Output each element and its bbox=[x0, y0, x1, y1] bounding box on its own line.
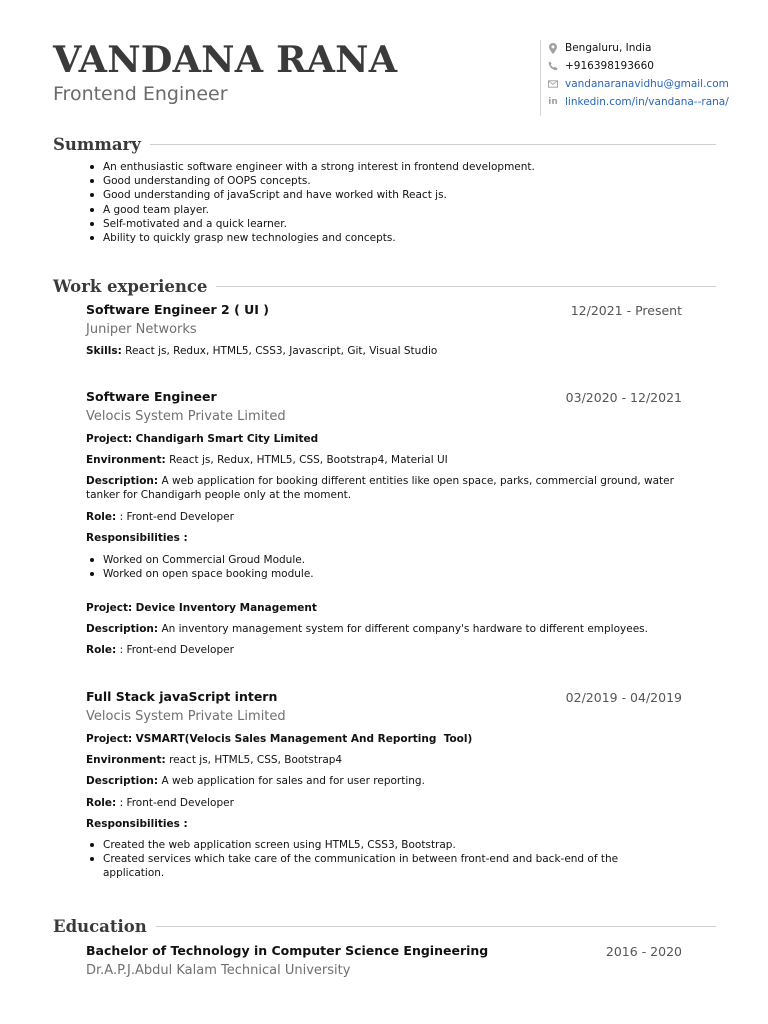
location-pin-icon bbox=[548, 42, 558, 54]
job-role-title: Frontend Engineer bbox=[53, 83, 228, 105]
responsibilities-list bbox=[86, 838, 646, 881]
environment-label: Environment: bbox=[86, 754, 166, 766]
description-value: An inventory management system for different company's hardware to different employees. bbox=[161, 623, 648, 635]
education-date: 2016 - 2020 bbox=[605, 944, 682, 959]
project-line bbox=[86, 732, 682, 746]
role-line bbox=[86, 510, 682, 524]
environment-label: Environment: bbox=[86, 454, 166, 466]
company-name: Juniper Networks bbox=[86, 322, 197, 337]
company-name: Velocis System Private Limited bbox=[86, 709, 286, 724]
role-value: : Front-end Developer bbox=[119, 511, 234, 523]
job-title: Full Stack javaScript intern bbox=[86, 689, 278, 704]
list-item: Good understanding of OOPS concepts. bbox=[86, 174, 706, 188]
envelope-icon bbox=[548, 78, 558, 90]
skills-line bbox=[86, 344, 682, 358]
email-link[interactable]: vandanaranavidhu@gmail.com bbox=[565, 78, 729, 90]
project-value: Chandigarh Smart City Limited bbox=[135, 433, 319, 445]
role-line bbox=[86, 643, 682, 657]
project-line bbox=[86, 432, 682, 446]
contact-linkedin[interactable] bbox=[548, 93, 729, 111]
description-label: Description: bbox=[86, 775, 159, 787]
section-rule bbox=[156, 926, 716, 927]
skills-label: Skills: bbox=[86, 345, 122, 357]
location-text: Bengaluru, India bbox=[565, 42, 652, 54]
summary-heading bbox=[53, 132, 716, 156]
job-date: 02/2019 - 04/2019 bbox=[565, 690, 682, 705]
description-label: Description: bbox=[86, 623, 159, 635]
job-title: Software Engineer bbox=[86, 389, 217, 404]
list-item: Worked on open space booking module. bbox=[86, 567, 682, 581]
description-line bbox=[86, 774, 682, 788]
list-item: An enthusiastic software engineer with a strong interest in frontend development. bbox=[86, 160, 706, 174]
description-line bbox=[86, 474, 682, 502]
education-title: Education bbox=[53, 916, 147, 936]
linkedin-icon: in bbox=[548, 97, 558, 107]
role-line bbox=[86, 796, 682, 810]
environment-line bbox=[86, 753, 682, 767]
environment-line bbox=[86, 453, 682, 467]
candidate-name: VANDANA RANA bbox=[53, 38, 398, 81]
project-line bbox=[86, 601, 682, 615]
work-heading bbox=[53, 274, 716, 298]
project-label: Project: bbox=[86, 733, 133, 745]
environment-value: react js, HTML5, CSS, Bootstrap4 bbox=[169, 754, 343, 766]
role-label: Role: bbox=[86, 797, 117, 809]
responsibilities-label: Responsibilities : bbox=[86, 532, 188, 544]
company-name: Velocis System Private Limited bbox=[86, 409, 286, 424]
project-label: Project: bbox=[86, 433, 133, 445]
list-item: Good understanding of javaScript and have worked with React js. bbox=[86, 188, 706, 202]
responsibilities-heading bbox=[86, 531, 682, 545]
job-date: 03/2020 - 12/2021 bbox=[565, 390, 682, 405]
section-rule bbox=[150, 144, 716, 145]
role-value: : Front-end Developer bbox=[119, 644, 234, 656]
job-date: 12/2021 - Present bbox=[570, 303, 682, 318]
description-line bbox=[86, 622, 682, 636]
list-item: Created the web application screen using HTML5, CSS3, Bootstrap. bbox=[86, 838, 646, 852]
job-title: Software Engineer 2 ( UI ) bbox=[86, 302, 270, 317]
education-heading bbox=[53, 914, 716, 938]
summary-title: Summary bbox=[53, 134, 141, 154]
list-item: Ability to quickly grasp new technologies and concepts. bbox=[86, 231, 706, 245]
list-item: Created services which take care of the communication in between front-end and back-end of the application. bbox=[86, 852, 646, 880]
contact-divider bbox=[540, 40, 541, 116]
description-value: A web application for booking different entities like open space, parks, commercial ground, water tanker for Chandigarh people only at the moment. bbox=[86, 475, 674, 502]
list-item: Self-motivated and a quick learner. bbox=[86, 217, 706, 231]
degree-title: Bachelor of Technology in Computer Science Engineering bbox=[86, 943, 489, 958]
phone-icon bbox=[548, 60, 558, 72]
responsibilities-heading bbox=[86, 817, 682, 831]
contact-email[interactable] bbox=[548, 75, 729, 93]
project-value: Device Inventory Management bbox=[135, 602, 317, 614]
responsibilities-list bbox=[86, 553, 682, 581]
description-value: A web application for sales and for user reporting. bbox=[161, 775, 425, 787]
skills-value: React js, Redux, HTML5, CSS3, Javascript, Git, Visual Studio bbox=[125, 345, 438, 357]
role-value: : Front-end Developer bbox=[119, 797, 234, 809]
description-label: Description: bbox=[86, 475, 159, 487]
contact-location bbox=[548, 39, 651, 57]
phone-text: +916398193660 bbox=[565, 60, 654, 72]
linkedin-link[interactable]: linkedin.com/in/vandana--rana/ bbox=[565, 96, 729, 108]
work-title: Work experience bbox=[53, 276, 208, 296]
role-label: Role: bbox=[86, 644, 117, 656]
school-name: Dr.A.P.J.Abdul Kalam Technical University bbox=[86, 963, 351, 978]
project-value: VSMART(Velocis Sales Management And Reporting Tool) bbox=[135, 733, 473, 745]
role-label: Role: bbox=[86, 511, 117, 523]
list-item: Worked on Commercial Groud Module. bbox=[86, 553, 682, 567]
summary-list bbox=[86, 160, 706, 245]
environment-value: React js, Redux, HTML5, CSS, Bootstrap4, Material UI bbox=[169, 454, 448, 466]
contact-phone bbox=[548, 57, 654, 75]
list-item: A good team player. bbox=[86, 203, 706, 217]
responsibilities-label: Responsibilities : bbox=[86, 818, 188, 830]
project-label: Project: bbox=[86, 602, 133, 614]
section-rule bbox=[216, 286, 716, 287]
